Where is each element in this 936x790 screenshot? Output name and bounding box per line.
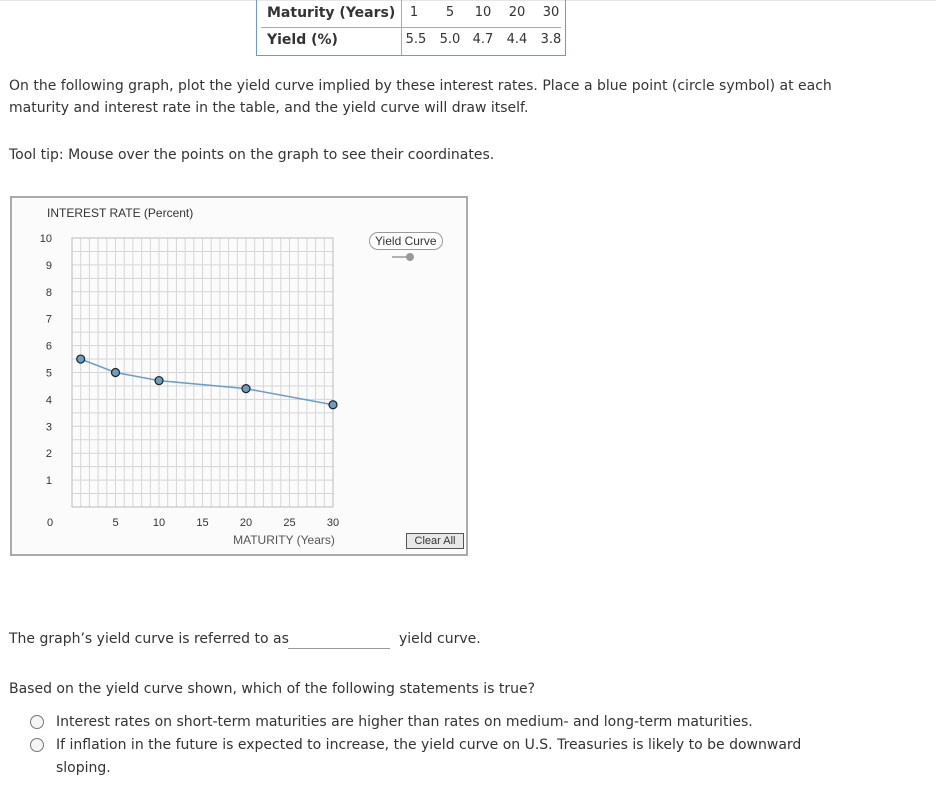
y-tick-label: 4 [45, 394, 52, 407]
yield-curve-point[interactable] [242, 385, 250, 393]
maturity-cell: 20 [508, 5, 526, 20]
y-axis-title: INTEREST RATE (Percent) [47, 206, 194, 220]
yield-cell: 5.5 [405, 32, 427, 47]
yield-cell: 4.7 [472, 32, 494, 47]
question-2-prompt: Based on the yield curve shown, which of the following statements is true? [9, 681, 535, 697]
origin-tick-label: 0 [46, 517, 54, 529]
y-tick-labels [40, 233, 52, 487]
x-tick-label: 10 [152, 517, 166, 529]
maturity-cell: 10 [474, 5, 492, 20]
y-tick-label: 6 [45, 340, 52, 353]
x-axis-title: MATURITY (Years) [233, 533, 335, 547]
yield-cell: 4.4 [506, 32, 528, 47]
yield-cell: 3.8 [540, 32, 562, 47]
instructions-line-2: maturity and interest rate in the table, and the yield curve will draw itself. [9, 100, 529, 116]
option-1-label[interactable]: Interest rates on short-term maturities are higher than rates on medium- and long-term maturities. [56, 714, 753, 730]
yield-row-label: Yield (%) [267, 32, 338, 48]
y-tick-label: 7 [45, 313, 52, 326]
tooltip-hint: Tool tip: Mouse over the points on the graph to see their coordinates. [9, 147, 495, 163]
clear-all-button[interactable]: Clear All [406, 533, 464, 549]
x-tick-labels [112, 517, 339, 529]
y-tick-label: 9 [45, 259, 52, 272]
maturity-yield-table [256, 0, 566, 56]
maturity-cell: 1 [409, 5, 419, 20]
legend-point-tool-icon[interactable] [406, 253, 414, 261]
yield-curve-type-answer-field[interactable] [288, 648, 390, 649]
yield-curve-legend-button[interactable]: Yield Curve [369, 232, 443, 250]
yield-curve-graph[interactable] [10, 196, 468, 556]
x-tick-label: 30 [326, 517, 340, 529]
y-tick-label: 3 [45, 421, 52, 434]
option-1-radio[interactable] [30, 715, 44, 729]
x-tick-label: 25 [283, 517, 296, 529]
instructions-line-1: On the following graph, plot the yield curve implied by these interest rates. Place a blue point (circle symbol) at each [9, 78, 832, 94]
chart-canvas[interactable] [12, 198, 466, 554]
y-tick-label: 8 [45, 286, 52, 299]
yield-curve-point[interactable] [329, 401, 337, 409]
yield-cell: 5.0 [439, 32, 461, 47]
yield-curve-point[interactable] [155, 377, 163, 385]
yield-curve-point[interactable] [77, 355, 85, 363]
question-1-suffix: yield curve. [399, 631, 481, 647]
option-2-label-line-2[interactable]: sloping. [56, 760, 111, 776]
yield-curve-point[interactable] [112, 369, 120, 377]
maturity-cell: 30 [542, 5, 560, 20]
y-tick-label: 2 [45, 448, 52, 461]
table-row-divider [261, 27, 561, 28]
x-tick-label: 15 [196, 517, 209, 529]
yield-curve-line [81, 359, 333, 405]
maturity-row-label: Maturity (Years) [267, 5, 396, 21]
y-tick-label: 10 [39, 233, 52, 245]
option-2-radio[interactable] [30, 738, 44, 752]
y-tick-label: 1 [45, 475, 52, 488]
question-1-prefix: The graph’s yield curve is referred to as [9, 631, 289, 647]
x-tick-label: 20 [239, 517, 253, 529]
y-tick-label: 5 [45, 367, 52, 380]
maturity-cell: 5 [445, 5, 455, 20]
x-tick-label: 5 [112, 517, 119, 529]
option-2-label-line-1[interactable]: If inflation in the future is expected to increase, the yield curve on U.S. Treasuries is likely to be downward [56, 737, 802, 753]
